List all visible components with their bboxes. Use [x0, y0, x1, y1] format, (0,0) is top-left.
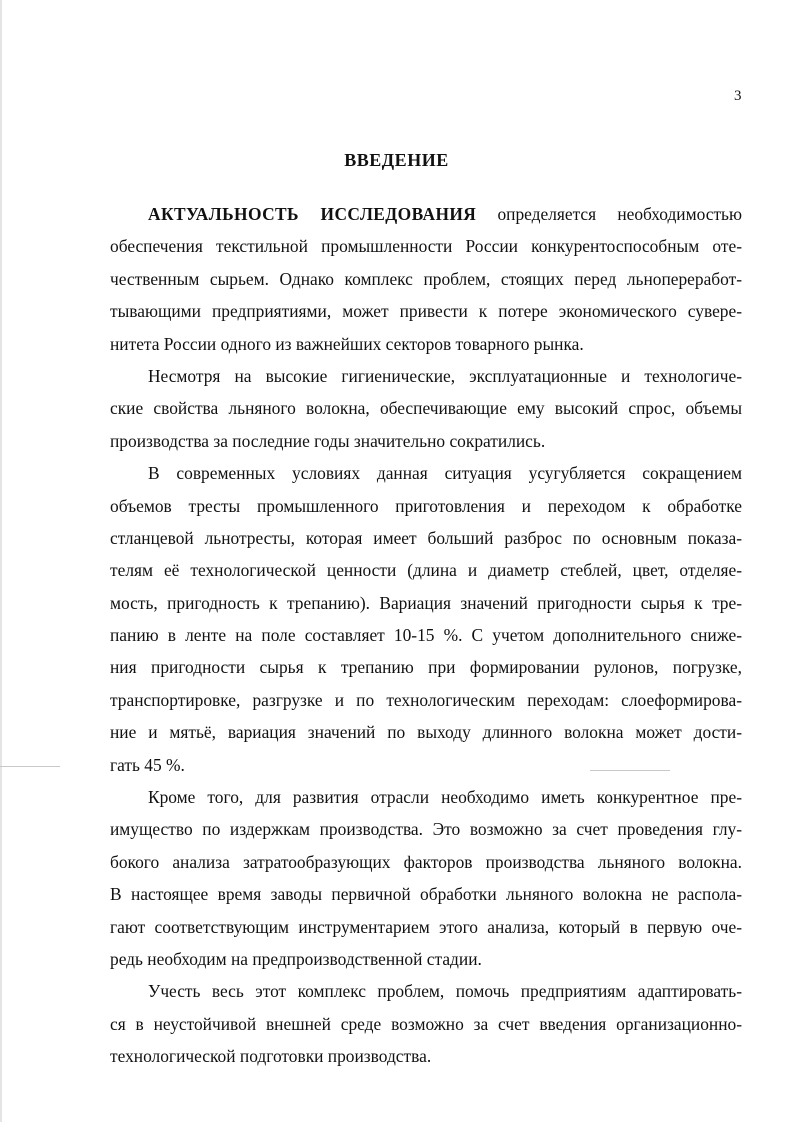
text-line: ние и мятьё, вариация значений по выходу длинного волокна может дости- — [110, 722, 742, 743]
paragraph-3 — [110, 457, 742, 781]
text-line: ские свойства льняного волокна, обеспечивающие ему высокий спрос, объемы — [110, 398, 742, 419]
paragraph-5 — [110, 975, 742, 1072]
text-line: обеспечения текстильной промышленности России конкурентоспособным оте- — [110, 236, 742, 257]
paragraph-2 — [110, 360, 742, 457]
text-line: В современных условиях данная ситуация усугубляется сокращением — [148, 463, 742, 484]
text-line: тывающими предприятиями, может привести к потере экономического сувере- — [110, 301, 742, 322]
text-line: Кроме того, для развития отрасли необходимо иметь конкурентное пре- — [148, 787, 742, 808]
text-line: производства за последние годы значительно сократились. — [110, 430, 546, 451]
scan-artifact-left — [0, 766, 60, 767]
paragraph-4 — [110, 781, 742, 975]
text-line: технологической подготовки производства. — [110, 1046, 432, 1067]
text-line: нитета России одного из важнейших секторов товарного рынка. — [110, 333, 584, 354]
page-title: ВВЕДЕНИЕ — [344, 150, 449, 170]
text-line: телям её технологической ценности (длина и диаметр стеблей, цвет, отделяе- — [110, 560, 742, 581]
text-line: ния пригодности сырья к трепанию при формировании рулонов, погрузке, — [110, 657, 742, 678]
paragraph-1 — [110, 198, 742, 360]
text-line: бокого анализа затратообразующих факторов производства льняного волокна. — [110, 851, 742, 872]
text-line: Учесть весь этот комплекс проблем, помочь предприятиям адаптировать- — [148, 981, 742, 1002]
text-line: имущество по издержкам производства. Это возможно за счет проведения глу- — [110, 819, 742, 840]
text-line: АКТУАЛЬНОСТЬ ИССЛЕДОВАНИЯ определяется необходимостью — [148, 204, 742, 224]
page-number: 3 — [734, 88, 742, 104]
text-line: чественным сырьем. Однако комплекс проблем, стоящих перед льнопереработ- — [110, 268, 742, 289]
text-line: транспортировке, разгрузке и по технологическим переходам: слоеформирова- — [110, 689, 742, 710]
text-line: панию в ленте на поле составляет 10-15 %. С учетом дополнительного сниже- — [110, 625, 742, 646]
text-line: стланцевой льнотресты, которая имеет больший разброс по основным показа- — [110, 527, 742, 548]
text-line: мость, пригодность к трепанию). Вариация значений пригодности сырья к тре- — [110, 592, 742, 613]
text-line: гать 45 %. — [110, 754, 185, 775]
document-body — [110, 198, 742, 1073]
text-line: Несмотря на высокие гигиенические, эксплуатационные и технологиче- — [148, 365, 742, 386]
emphasis-heading: АКТУАЛЬНОСТЬ ИССЛЕДОВАНИЯ — [148, 204, 477, 224]
text-line: ся в неустойчивой внешней среде возможно за счет введения организационно- — [110, 1013, 742, 1034]
text-line: объемов тресты промышленного приготовления и переходом к обработке — [110, 495, 742, 516]
text-line: В настоящее время заводы первичной обработки льняного волокна не распола- — [110, 884, 742, 905]
text-line: редь необходим на предпроизводственной стадии. — [110, 948, 482, 969]
text-line: гают соответствующим инструментарием этого анализа, который в первую оче- — [110, 916, 742, 937]
